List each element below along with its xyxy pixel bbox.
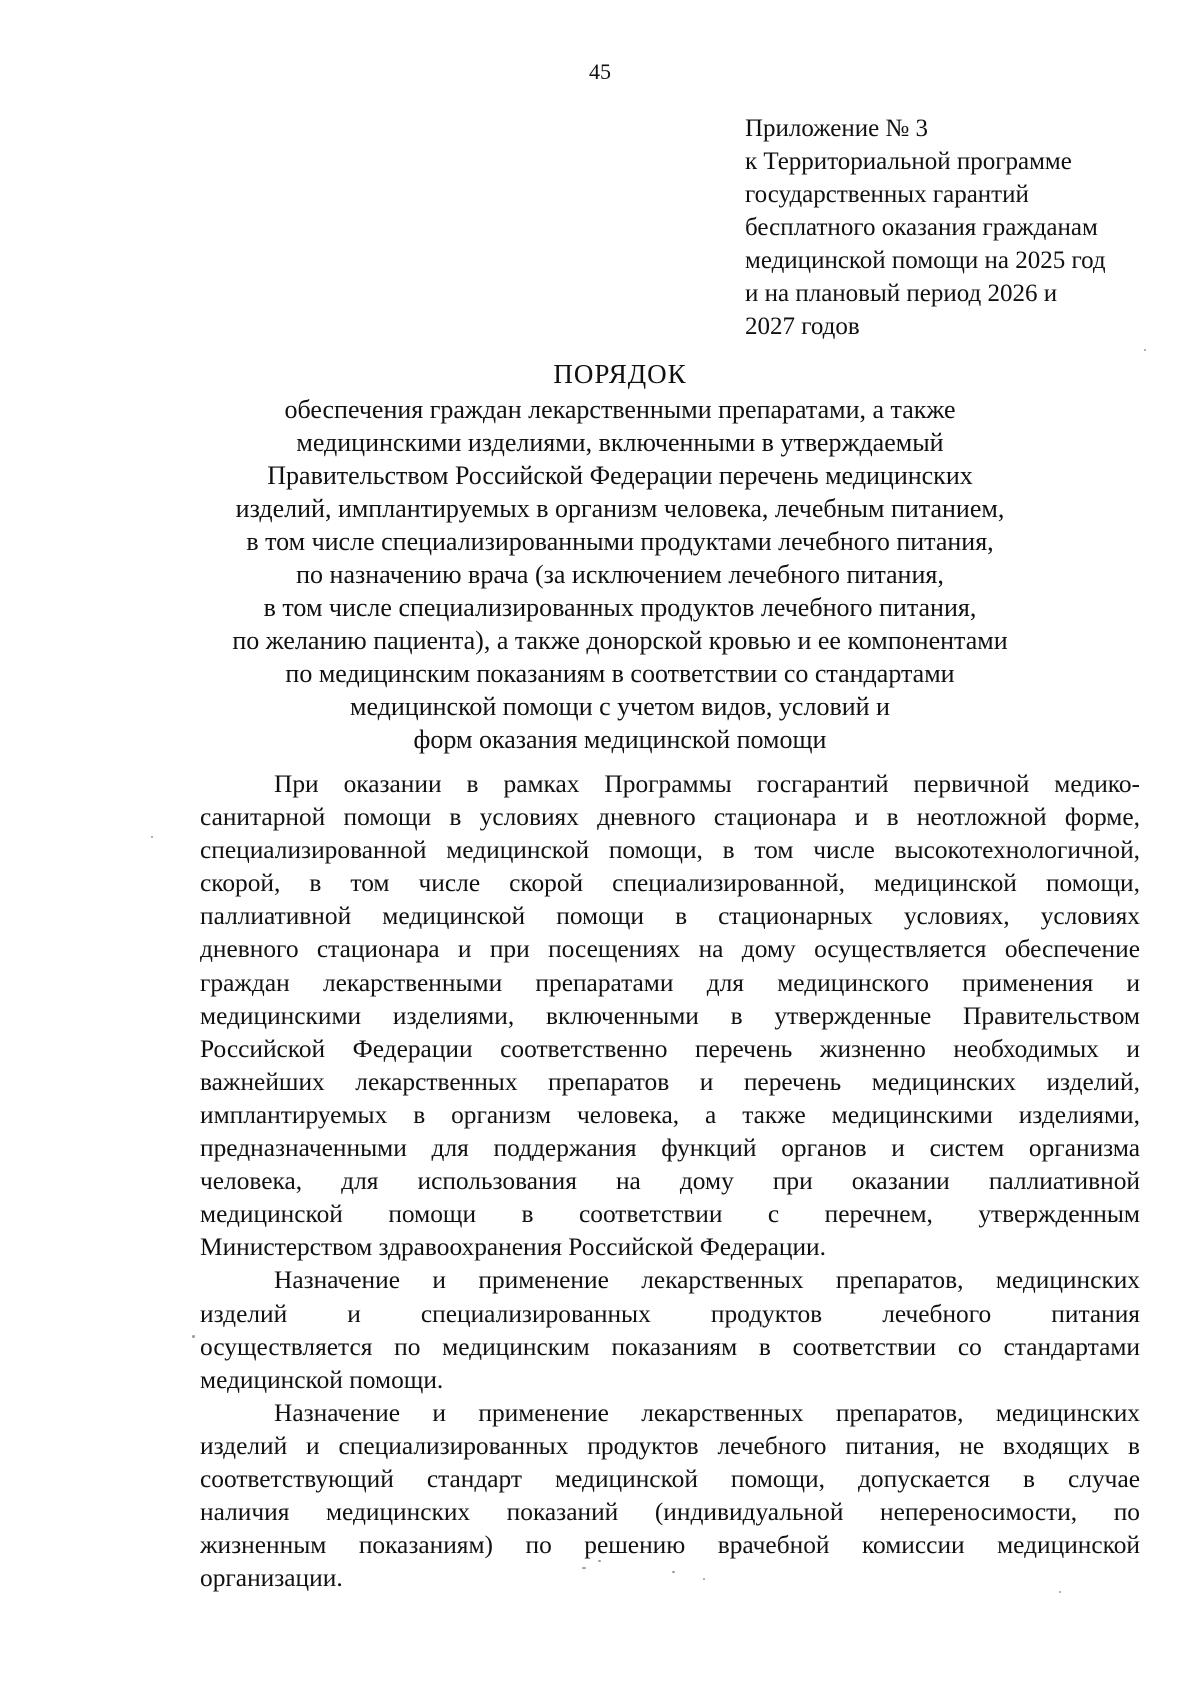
text-line: медицинской помощи в соответствии с перечнем, утвержденным [200, 1200, 1140, 1229]
scan-speck [672, 1571, 675, 1573]
text-line: изделий и специализированных продуктов лечебного питания, не входящих в [200, 1431, 1140, 1460]
appendix-line: к Территориальной программе [745, 148, 1072, 175]
text-line: наличия медицинских показаний (индивидуальной непереносимости, по [200, 1498, 1140, 1527]
text-line: медицинской помощи. [200, 1365, 444, 1394]
heading-line: Правительством Российской Федерации перечень медицинских [267, 461, 973, 490]
text-line: человека, для использования на дому при оказании паллиативной [200, 1167, 1140, 1196]
text-line: Назначение и применение лекарственных препаратов, медицинских [274, 1398, 1140, 1427]
heading-line: медицинскими изделиями, включенными в утверждаемый [296, 428, 944, 457]
scan-speck [582, 1567, 586, 1569]
scan-speck [151, 836, 153, 838]
heading-line: изделий, имплантируемых в организм человека, лечебным питанием, [235, 494, 1005, 523]
text-line: медицинскими изделиями, включенными в утвержденные Правительством [200, 1001, 1140, 1030]
heading-line: форм оказания медицинской помощи [413, 725, 827, 754]
page-number: 45 [589, 59, 611, 84]
text-line: осуществляется по медицинским показаниям в соответствии со стандартами [200, 1332, 1140, 1361]
text-line: паллиативной медицинской помощи в стационарных условиях, условиях [200, 902, 1140, 931]
text-line: важнейших лекарственных препаратов и перечень медицинских изделий, [200, 1067, 1140, 1096]
scan-speck [192, 1335, 195, 1338]
scan-speck [703, 1578, 705, 1580]
text-line: предназначенными для поддержания функций органов и систем организма [200, 1134, 1140, 1163]
appendix-line: государственных гарантий [745, 181, 1029, 208]
scan-speck [1144, 349, 1146, 351]
text-line: Назначение и применение лекарственных препаратов, медицинских [274, 1266, 1140, 1295]
appendix-line: и на плановый период 2026 и [745, 280, 1058, 307]
text-line: граждан лекарственными препаратами для медицинского применения и [200, 968, 1140, 997]
document-heading [180, 358, 1060, 756]
text-line: жизненным показаниям) по решению врачебной комиссии медицинской [200, 1531, 1140, 1560]
heading-line: по желанию пациента), а также донорской кровью и ее компонентами [232, 626, 1008, 655]
appendix-line: бесплатного оказания гражданам [745, 214, 1098, 241]
appendix-line: 2027 годов [745, 313, 860, 340]
heading-line: по медицинским показаниям в соответствии со стандартами [285, 659, 955, 688]
heading-line: по назначению врача (за исключением лечебного питания, [296, 560, 944, 589]
heading-title: ПОРЯДОК [553, 359, 687, 389]
text-line: специализированной медицинской помощи, в том числе высокотехнологичной, [200, 836, 1140, 865]
text-line: имплантируемых в организм человека, а также медицинскими изделиями, [200, 1100, 1140, 1129]
text-line: Министерством здравоохранения Российской Федерации. [200, 1233, 826, 1262]
text-line: организации. [200, 1564, 343, 1593]
heading-line: в том числе специализированных продуктов лечебного питания, [263, 593, 977, 622]
text-line: Российской Федерации соответственно перечень жизненно необходимых и [200, 1034, 1140, 1063]
body-text [200, 768, 1140, 1595]
text-line: изделий и специализированных продуктов лечебного питания [200, 1299, 1140, 1328]
text-line: При оказании в рамках Программы госгарантий первичной медико- [274, 770, 1140, 798]
appendix-block [745, 112, 1165, 343]
text-line: соответствующий стандарт медицинской помощи, допускается в случае [200, 1464, 1140, 1493]
scan-speck [1059, 1591, 1061, 1593]
text-line: санитарной помощи в условиях дневного стационара и в неотложной форме, [200, 803, 1140, 832]
heading-line: медицинской помощи с учетом видов, условий и [350, 692, 890, 721]
appendix-line: Приложение № 3 [745, 115, 929, 142]
paragraph [200, 1264, 1140, 1396]
heading-line: в том числе специализированными продуктами лечебного питания, [246, 527, 994, 556]
heading-line: обеспечения граждан лекарственными препаратами, а также [284, 395, 956, 424]
scan-speck [598, 1560, 601, 1562]
paragraph [200, 1397, 1140, 1596]
text-line: скорой, в том числе скорой специализированной, медицинской помощи, [200, 869, 1140, 898]
paragraph [200, 768, 1140, 1264]
text-line: дневного стационара и при посещениях на дому осуществляется обеспечение [200, 935, 1140, 964]
appendix-line: медицинской помощи на 2025 год [745, 247, 1106, 274]
